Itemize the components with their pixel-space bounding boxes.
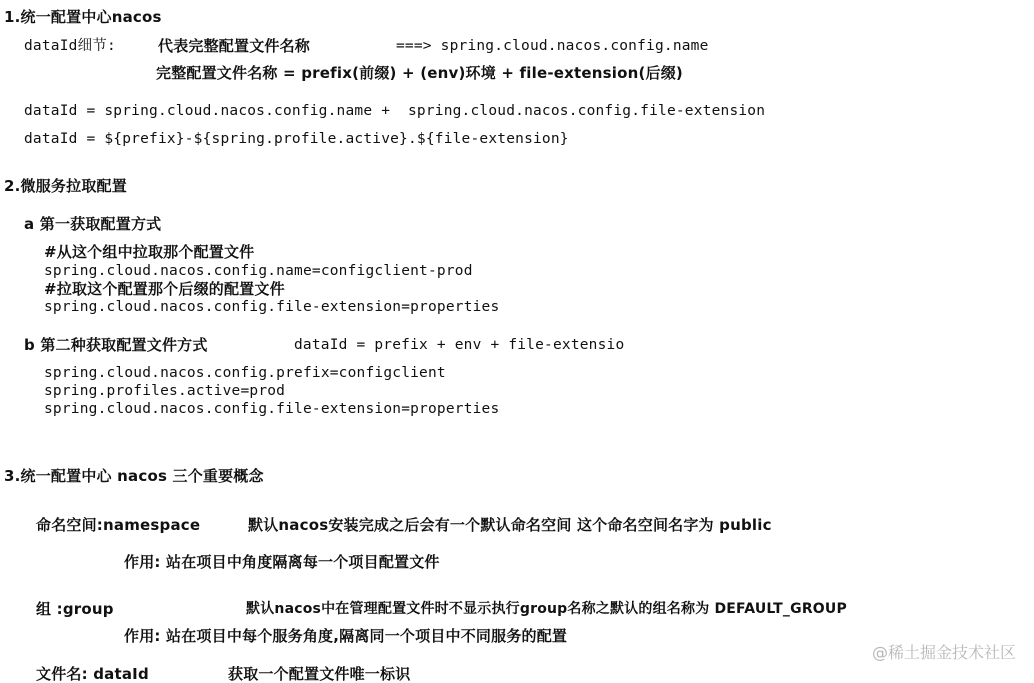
dataid-description: 获取一个配置文件唯一标识 — [228, 665, 411, 683]
section-2-title: 2.微服务拉取配置 — [4, 177, 127, 195]
group-purpose: 作用: 站在项目中每个服务角度,隔离同一个项目中不同服务的配置 — [124, 627, 568, 645]
method-b-profile: spring.profiles.active=prod — [44, 383, 286, 399]
group-label: 组 :group — [36, 600, 114, 618]
full-config-name-formula: 完整配置文件名称 = prefix(前缀) + (env)环境 + file-extension(后缀) — [156, 64, 683, 82]
dataid-equation-1: dataId = spring.cloud.nacos.config.name + spring.cloud.nacos.config.file-extension — [24, 103, 766, 119]
namespace-description: 默认nacos安装完成之后会有一个默认命名空间 这个命名空间名字为 public — [248, 516, 772, 534]
section-1-title: 1.统一配置中心nacos — [4, 8, 162, 26]
method-b-prefix: spring.cloud.nacos.config.prefix=configclient — [44, 365, 446, 381]
namespace-label: 命名空间:namespace — [36, 516, 201, 534]
method-a-config-name: spring.cloud.nacos.config.name=configclient-prod — [44, 263, 473, 279]
method-b-file-extension: spring.cloud.nacos.config.file-extension=properties — [44, 401, 500, 417]
dataid-label: 文件名: dataId — [36, 665, 149, 683]
namespace-purpose: 作用: 站在项目中角度隔离每一个项目配置文件 — [124, 553, 440, 571]
dataid-equation-2: dataId = ${prefix}-${spring.profile.active}.${file-extension} — [24, 131, 569, 147]
config-name-arrow: ===> spring.cloud.nacos.config.name — [396, 38, 709, 54]
method-b-title: b 第二种获取配置文件方式 — [24, 336, 208, 354]
method-a-comment-2: #拉取这个配置那个后缀的配置文件 — [44, 280, 285, 298]
method-a-title: a 第一获取配置方式 — [24, 215, 162, 233]
watermark: @稀土掘金技术社区 — [871, 643, 1016, 662]
method-a-comment-1: #从这个组中拉取那个配置文件 — [44, 243, 255, 261]
full-config-name-text: 代表完整配置文件名称 — [158, 37, 311, 55]
group-description: 默认nacos中在管理配置文件时不显示执行group名称之默认的组名称为 DEFAULT_GROUP — [246, 601, 847, 617]
dataid-detail-label: dataId细节: — [24, 38, 116, 54]
section-3-title: 3.统一配置中心 nacos 三个重要概念 — [4, 467, 264, 485]
method-b-formula: dataId = prefix + env + file-extensio — [294, 337, 625, 353]
method-a-file-extension: spring.cloud.nacos.config.file-extension=properties — [44, 299, 500, 315]
